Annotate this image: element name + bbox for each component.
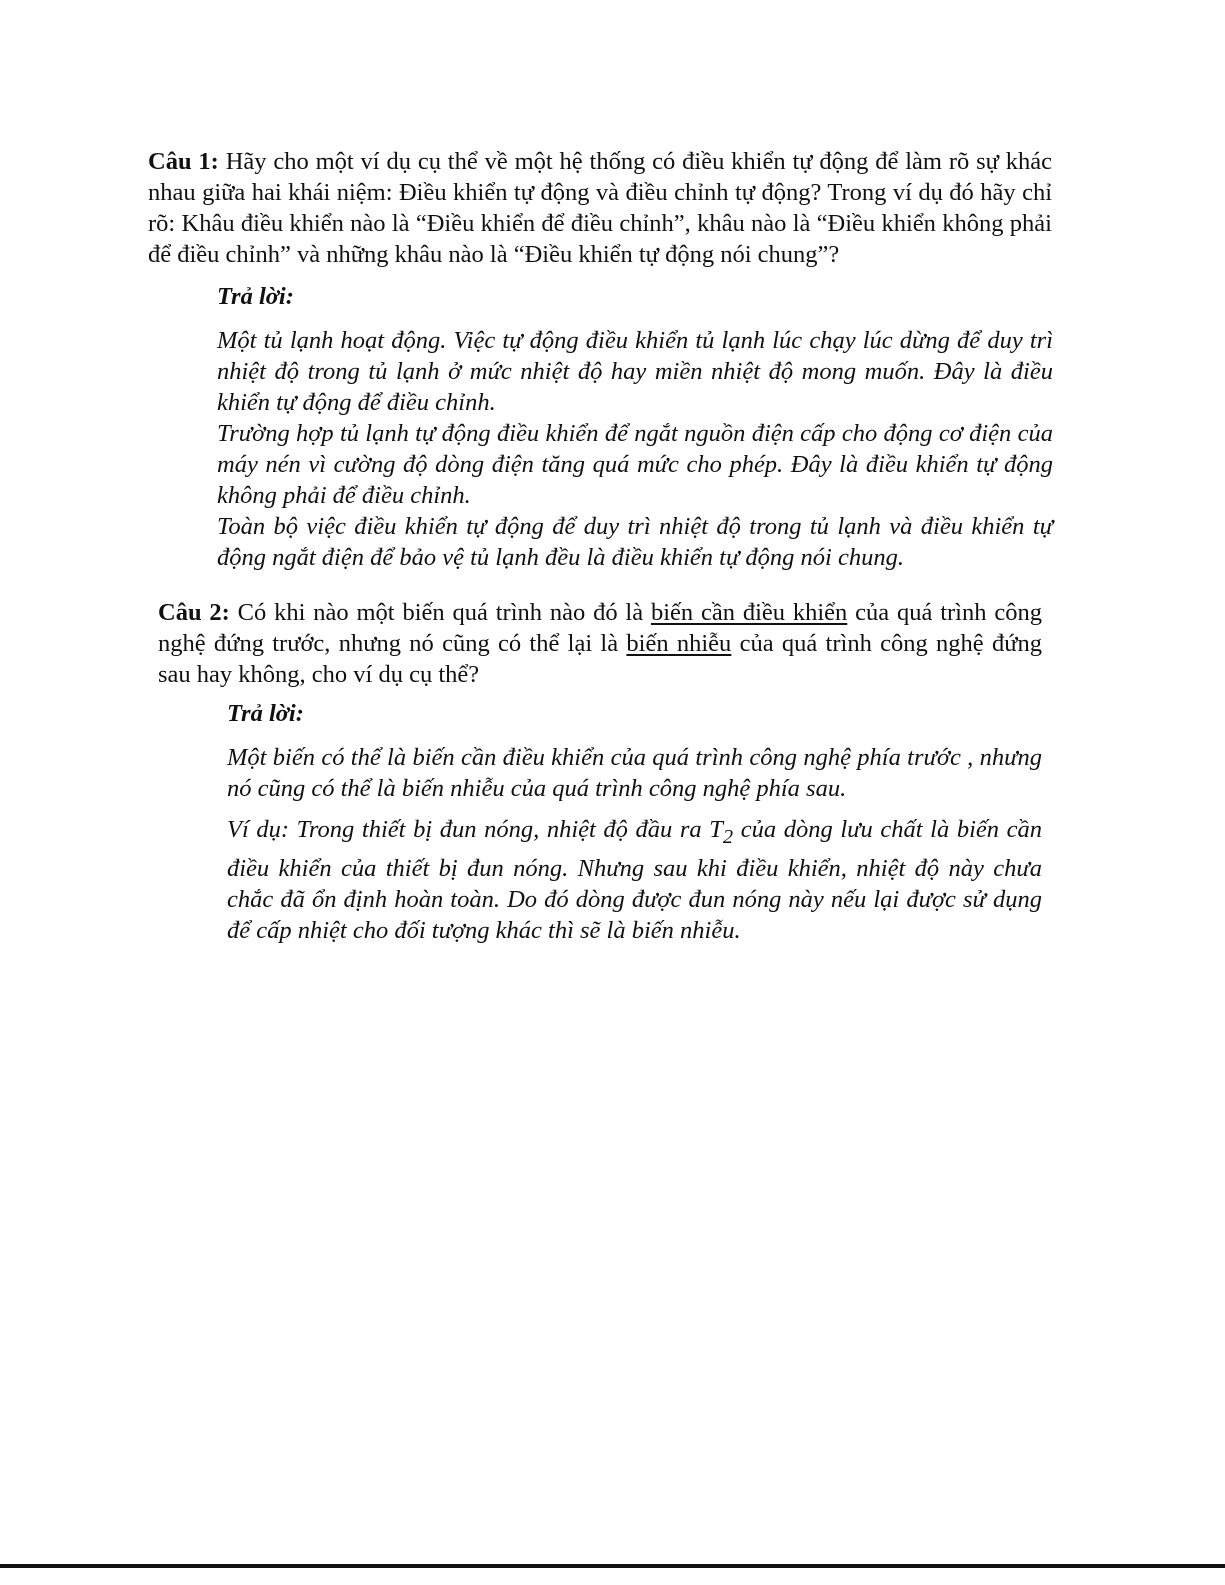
- question-2-text: của quá trình công nghệ đứng trước, nhưng nó cũng có thể lại là: [158, 599, 1042, 657]
- answer-1-label: Trả lời:: [217, 283, 294, 310]
- answer-1-paragraph: Trường hợp tủ lạnh tự động điều khiển để ngắt nguồn điện cấp cho động cơ điện của máy nén vì cường độ dòng điện tăng quá mức cho phép. Đây là điều khiển tự động không phải để điều chỉnh.: [217, 420, 1053, 509]
- underlined-term-controlled-variable: biến cần điều khiển: [650, 599, 848, 626]
- answer-2-label: Trả lời:: [227, 700, 304, 727]
- answer-1-paragraph: Toàn bộ việc điều khiển tự động để duy trì nhiệt độ trong tủ lạnh và điều khiển tự động ngắt điện để bảo vệ tủ lạnh đều là điều khiển tự động nói chung.: [217, 513, 1053, 571]
- question-1-text: Hãy cho một ví dụ cụ thể về một hệ thống có điều khiển tự động để làm rõ sự khác nhau giữa hai khái niệm: Điều khiển tự động và điều chỉnh tự động? Trong ví dụ đó hãy chỉ rõ: Khâu điều khiển nào là “Điều khiển để điều chỉnh”, khâu nào là “Điều khiển không phải để điều chỉnh” và những khâu nào là “Điều khiển tự động nói chung”?: [148, 148, 1052, 268]
- question-2-text: Có khi nào một biến quá trình nào đó là: [229, 599, 651, 626]
- answer-2-example: [227, 814, 1042, 946]
- question-2-label: Câu 2:: [158, 599, 230, 626]
- answer-2-paragraph: Một biến có thể là biến cần điều khiển của quá trình công nghệ phía trước , nhưng nó cũng có thể là biến nhiễu của quá trình công nghệ phía sau.: [227, 744, 1042, 802]
- page-bottom-rule: [0, 1564, 1225, 1568]
- question-1-label: Câu 1:: [148, 148, 219, 175]
- example-subscript: 2: [722, 825, 734, 848]
- answer-2: [227, 742, 1042, 946]
- example-prefix: Ví dụ: Trong thiết bị đun nóng, nhiệt độ đầu ra T: [227, 816, 723, 843]
- example-text: của dòng lưu chất là biến cần điều khiển của thiết bị đun nóng. Nhưng sau khi điều khiển, nhiệt độ này chưa chắc đã ổn định hoàn toàn. Do đó dòng được đun nóng này nếu lại được sử dụng để cấp nhiệt cho đối tượng khác thì sẽ là biến nhiễu.: [227, 816, 1042, 944]
- question-2: [158, 597, 1042, 690]
- answer-1-paragraph: Một tủ lạnh hoạt động. Việc tự động điều khiển tủ lạnh lúc chạy lúc dừng để duy trì nhiệt độ trong tủ lạnh ở mức nhiệt độ hay miền nhiệt độ mong muốn. Đây là điều khiển tự động để điều chỉnh.: [217, 327, 1053, 416]
- question-2-text: của quá trình công nghệ đứng sau hay không, cho ví dụ cụ thể?: [158, 630, 1042, 688]
- underlined-term-disturbance-variable: biến nhiễu: [626, 630, 732, 657]
- answer-1: [217, 325, 1053, 573]
- question-1: [148, 146, 1052, 270]
